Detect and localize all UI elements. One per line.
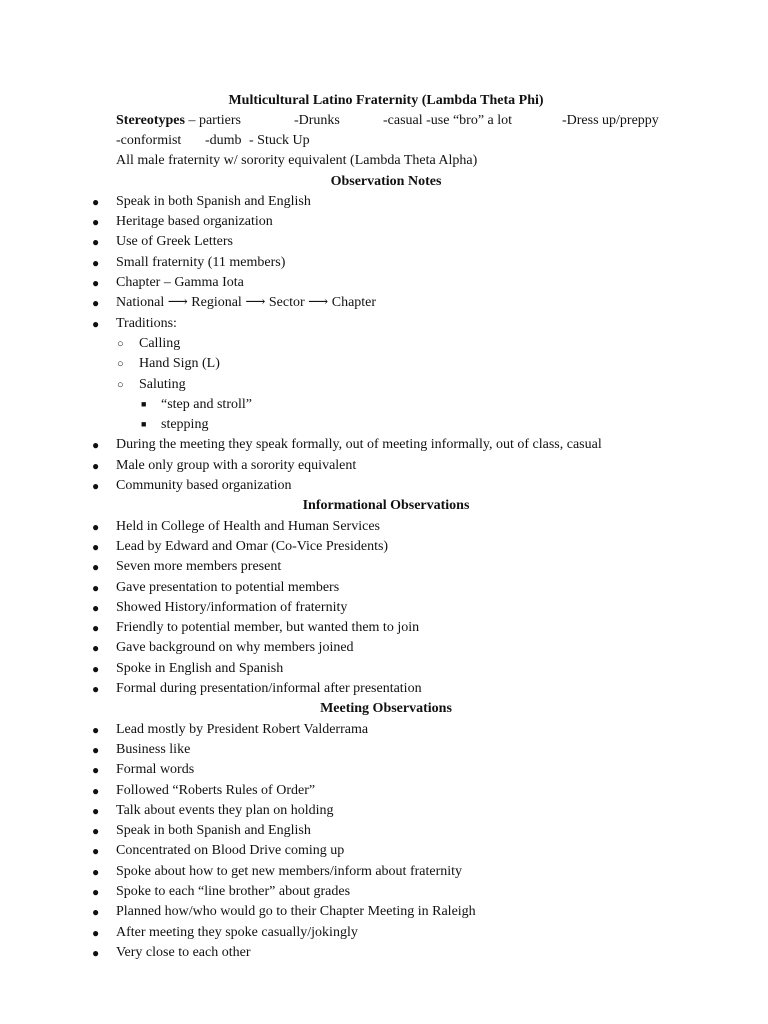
stereotypes-label: Stereotypes [116,113,185,129]
document-title: Multicultural Latino Fraternity (Lambda Theta Phi) [228,93,544,108]
list-item [92,557,676,577]
list-item [92,253,676,273]
bullet-icon: ● [92,296,100,311]
list-item [92,537,676,557]
bullet-icon: ● [92,276,100,291]
section-heading-informational-observations: Informational Observations [302,498,470,514]
list-item [141,395,676,415]
list-item [92,720,676,740]
list-item-text: Male only group with a sorority equivalent [116,457,357,473]
list-item-text: Business like [116,741,191,757]
bullet-icon: ● [92,682,100,697]
bullet-icon: ● [92,661,100,676]
list-item-text: Planned how/who would go to their Chapter Meeting in Raleigh [116,904,476,920]
stereotypes-lead [116,111,241,131]
intro-line: All male fraternity w/ sorority equivalent (Lambda Theta Alpha) [116,153,478,169]
list-item-text: Traditions: [116,315,177,331]
list-item [92,638,676,658]
bullet-icon: ● [92,641,100,656]
list-item [92,273,676,293]
bullet-icon: ● [92,783,100,798]
list-item-text: Speak in both Spanish and English [116,193,311,209]
saluting-list [141,395,676,436]
list-item [92,212,676,232]
bullet-icon: ● [92,458,100,473]
bullet-icon: ● [92,763,100,778]
bullet-icon: ● [92,316,100,331]
list-item-text: Hand Sign (L) [139,356,220,372]
list-item-text: Formal during presentation/informal after presentation [116,681,422,697]
list-item [92,598,676,618]
list-item-text: National ⟶ Regional ⟶ Sector ⟶ Chapter [116,295,377,311]
list-item-text: Friendly to potential member, but wanted them to join [116,620,420,636]
list-item [92,192,676,212]
list-item [92,760,676,780]
list-item-text: After meeting they spoke casually/jokingly [116,924,358,940]
bullet-icon: ● [92,621,100,636]
list-item [117,334,676,354]
list-item-text: Saluting [139,376,186,392]
section-heading-meeting-observations: Meeting Observations [320,701,452,717]
list-item-text: Followed “Roberts Rules of Order” [116,782,316,798]
list-item-text: Lead by Edward and Omar (Co-Vice Presidents) [116,538,389,554]
list-item [141,415,676,435]
square-bullet-icon: ■ [141,398,147,409]
list-item-text: Spoke in English and Spanish [116,660,284,676]
traditions-list [117,334,676,435]
list-item-text: Showed History/information of fraternity [116,599,348,615]
list-item [92,923,676,943]
list-item [92,517,676,537]
bullet-icon: ● [92,824,100,839]
list-item [92,232,676,252]
list-item-text: Gave background on why members joined [116,640,354,656]
list-item [92,578,676,598]
bullet-icon: ● [92,742,100,757]
list-item-text: Seven more members present [116,559,282,575]
list-item [92,943,676,963]
list-item [92,740,676,760]
circle-bullet-icon: ○ [117,337,124,350]
list-item [92,862,676,882]
bullet-icon: ● [92,600,100,615]
bullet-icon: ● [92,803,100,818]
list-item-text: Heritage based organization [116,214,273,230]
list-item [117,375,676,436]
informational-observations-list [92,517,676,700]
list-item-text: Speak in both Spanish and English [116,823,311,839]
bullet-icon: ● [92,539,100,554]
list-item [92,314,676,436]
list-item [92,781,676,801]
stereotype-item: -casual -use “bro” a lot [383,113,513,129]
bullet-icon: ● [92,438,100,453]
list-item-text: Formal words [116,762,195,778]
list-item [92,902,676,922]
list-item [92,841,676,861]
bullet-icon: ● [92,235,100,250]
list-item-text: Calling [139,335,181,351]
list-item-text: Small fraternity (11 members) [116,254,286,270]
bullet-icon: ● [92,864,100,879]
list-item-text: Spoke about how to get new members/inform about fraternity [116,863,463,879]
list-item [92,659,676,679]
list-item-text: stepping [161,417,209,433]
circle-bullet-icon: ○ [117,378,124,391]
list-item [92,618,676,638]
list-item-text: Held in College of Health and Human Services [116,518,380,534]
bullet-icon: ● [92,519,100,534]
list-item-text: Very close to each other [116,944,251,960]
bullet-icon: ● [92,945,100,960]
list-item [92,821,676,841]
bullet-icon: ● [92,844,100,859]
section-heading-observation-notes: Observation Notes [330,173,442,189]
bullet-icon: ● [92,580,100,595]
list-item-text: Gave presentation to potential members [116,579,340,595]
stereotype-item: -Dress up/preppy [562,113,659,129]
list-item [92,679,676,699]
stereotype-item: -dumb [205,133,242,149]
bullet-icon: ● [92,925,100,940]
list-item [92,456,676,476]
list-item [92,882,676,902]
list-item-text: Concentrated on Blood Drive coming up [116,843,345,859]
bullet-icon: ● [92,884,100,899]
circle-bullet-icon: ○ [117,358,124,371]
list-item [92,801,676,821]
bullet-icon: ● [92,905,100,920]
stereotype-item: -Drunks [294,113,340,129]
stereotypes-line-1 [116,111,676,131]
stereotype-item: - Stuck Up [249,133,310,149]
meeting-observations-list [92,720,676,964]
stereotypes-first: – partiers [184,113,241,129]
bullet-icon: ● [92,255,100,270]
list-item [117,354,676,374]
list-item-text: Use of Greek Letters [116,234,234,250]
list-item-text: During the meeting they speak formally, out of meeting informally, out of class, casual [116,437,602,453]
list-item-text: Chapter – Gamma Iota [116,275,244,291]
list-item [92,476,676,496]
bullet-icon: ● [92,560,100,575]
document-body [92,91,676,963]
observation-notes-list [92,192,676,496]
list-item-text: Lead mostly by President Robert Valderrama [116,721,369,737]
list-item [92,435,676,455]
square-bullet-icon: ■ [141,419,147,430]
stereotypes-line-2 [116,131,676,151]
bullet-icon: ● [92,194,100,209]
list-item-text: Talk about events they plan on holding [116,802,334,818]
list-item-text: Spoke to each “line brother” about grades [116,883,351,899]
list-item-text: Community based organization [116,478,292,494]
list-item [92,293,676,313]
stereotype-item: -conformist [116,133,182,149]
bullet-icon: ● [92,479,100,494]
bullet-icon: ● [92,215,100,230]
list-item-text: “step and stroll” [161,396,252,412]
bullet-icon: ● [92,722,100,737]
